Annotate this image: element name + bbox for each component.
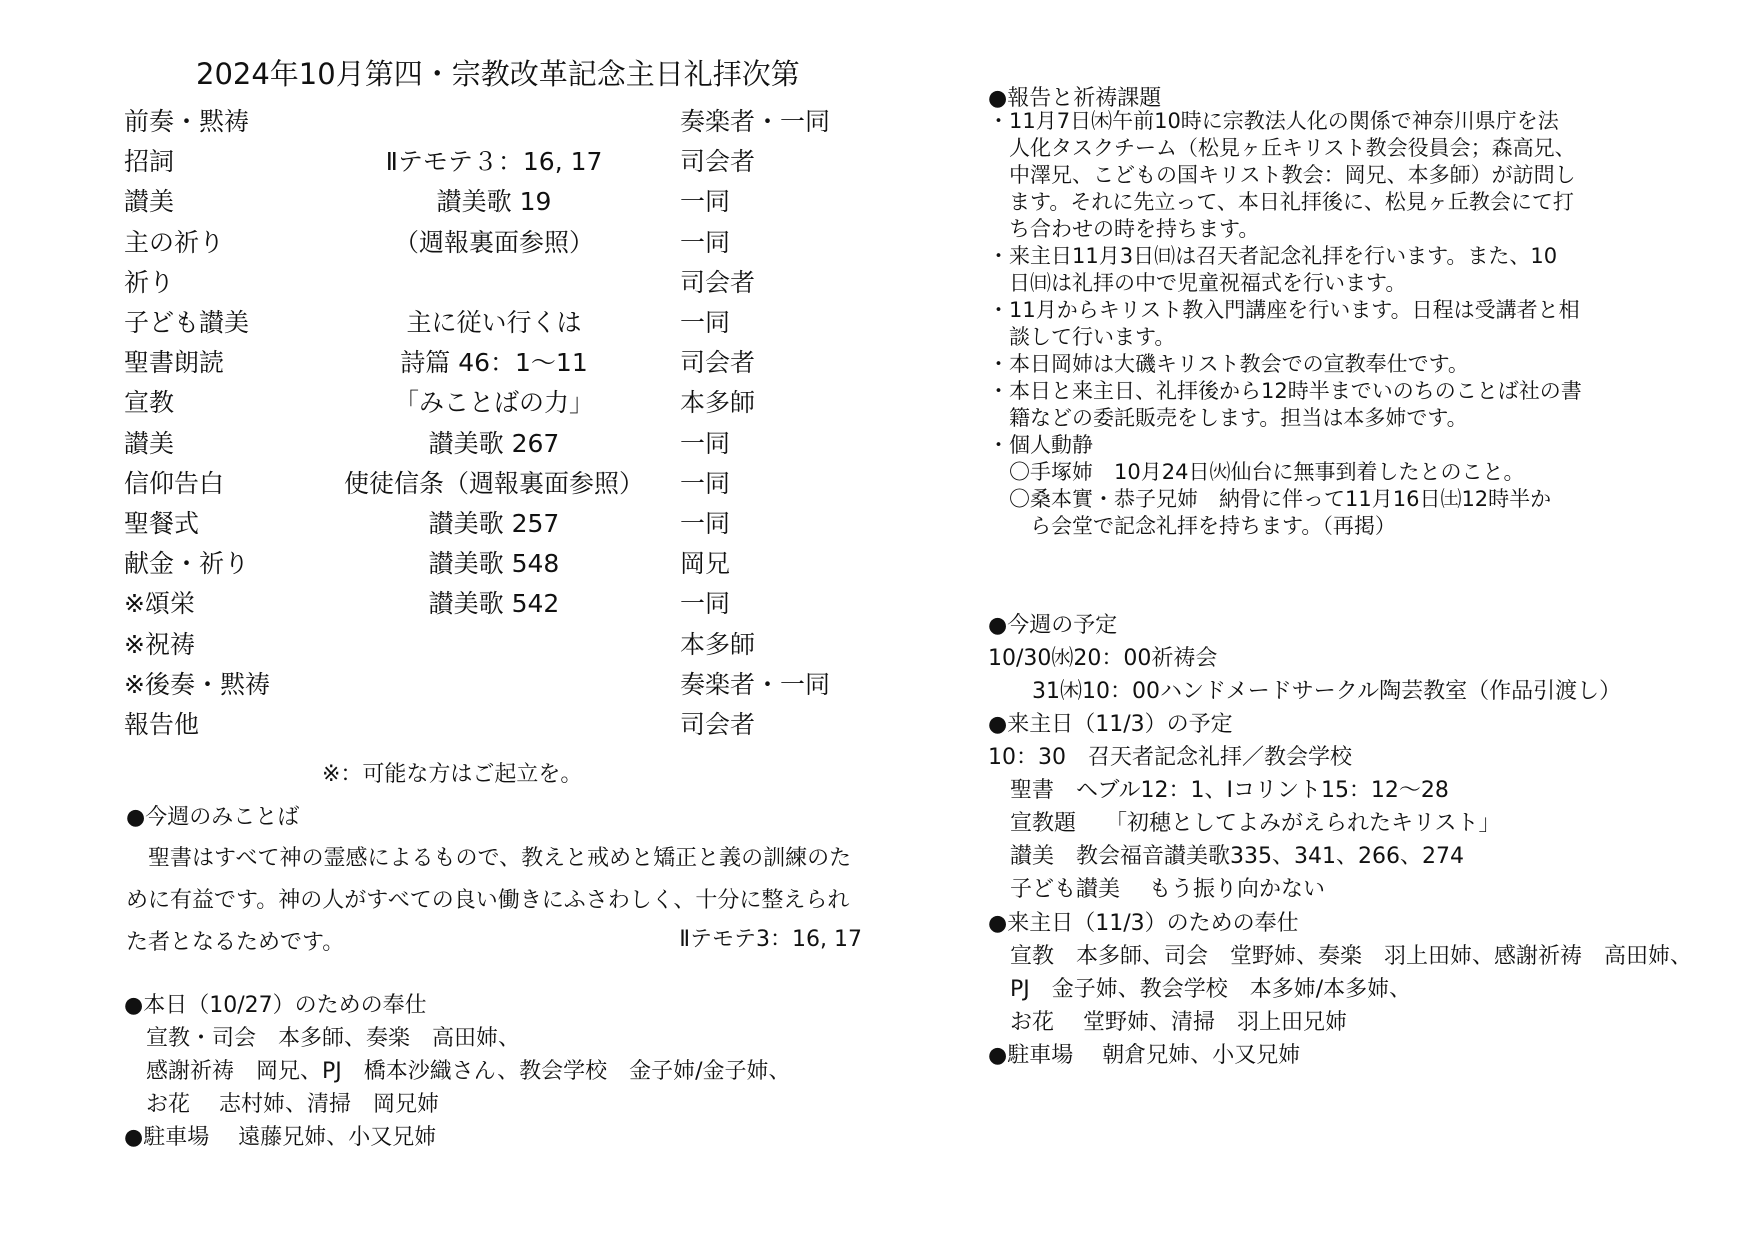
program-content: 讃美歌 548: [428, 549, 560, 579]
program-leader: 本多師: [680, 388, 756, 418]
program-part: 招詞: [124, 147, 175, 177]
program-part: 讃美: [124, 187, 175, 217]
next-sunday-line: 聖書 ヘブル12：1、Ⅰコリント15：12〜28: [988, 778, 1449, 803]
program-part: 信仰告白: [124, 468, 225, 498]
program-content: 詩篇 46：1〜11: [400, 348, 588, 378]
program-content: 讃美歌 267: [428, 428, 560, 458]
program-leader: 一同: [680, 227, 731, 257]
program-row: [124, 263, 844, 303]
program-row: [124, 504, 844, 544]
program-part: 讃美: [124, 428, 175, 458]
next-sunday-line: 讃美 教会福音讃美歌335、341、266、274: [988, 844, 1464, 869]
report-line: 〇手塚姉 10月24日㈫仙台に無事到着したとのこと。: [988, 460, 1525, 484]
report-line: ち合わせの時を持ちます。: [988, 217, 1260, 241]
today-service-line: お花 志村姉、清掃 岡兄姉: [146, 1092, 439, 1117]
program-leader: 本多師: [680, 629, 756, 659]
program-note: ※：可能な方はご起立を。: [322, 762, 583, 787]
report-line: 日㈰は礼拝の中で児童祝福式を行います。: [988, 271, 1407, 295]
report-line: ・個人動静: [988, 433, 1093, 457]
program-part: ※後奏・黙祷: [124, 669, 270, 699]
program-content: 使徒信条（週報裏面参照）: [343, 468, 645, 498]
program-row: [124, 102, 844, 142]
program-content: Ⅱテモテ３：16, 17: [385, 147, 603, 177]
program-row: [124, 625, 844, 665]
program-leader: 司会者: [680, 348, 756, 378]
program-leader: 一同: [680, 308, 731, 337]
program-leader: 岡兄: [680, 549, 731, 579]
report-line: ・来主日11月3日㈰は召天者記念礼拝を行います。また、10: [988, 244, 1558, 268]
program-row: [124, 223, 844, 263]
program-part: 主の祈り: [124, 227, 225, 257]
report-line: 中澤兄、こどもの国キリスト教会：岡兄、本多師）が訪問し: [988, 163, 1576, 187]
program-leader: 司会者: [680, 710, 756, 739]
program-row: [124, 424, 844, 464]
program-row: [124, 584, 844, 624]
program-row: [124, 383, 844, 423]
word-heading: ●今週のみことば: [126, 805, 300, 830]
next-sunday-heading: ●来主日（11/3）の予定: [988, 712, 1233, 737]
program-part: 聖書朗読: [124, 348, 225, 378]
program-row: [124, 303, 844, 343]
program-content: 主に従い行くは: [406, 308, 582, 337]
report-line: ・本日岡姉は大磯キリスト教会での宣教奉仕です。: [988, 352, 1469, 376]
program-row: [124, 142, 844, 182]
program-leader: 奏楽者・一同: [680, 107, 831, 136]
next-service-line: PJ 金子姉、教会学校 本多姉/本多姉、: [988, 977, 1412, 1002]
program-row: [124, 464, 844, 504]
report-line: ・11月からキリスト教入門講座を行います。日程は受講者と相: [988, 298, 1580, 322]
next-service-line: お花 堂野姉、清掃 羽上田兄姉: [988, 1010, 1347, 1035]
next-service-heading: ●来主日（11/3）のための奉仕: [988, 911, 1299, 936]
program-leader: 司会者: [680, 267, 756, 297]
report-line: ・本日と来主日、礼拝後から12時半までいのちのことば社の書: [988, 379, 1582, 403]
reports-list: [988, 108, 1582, 540]
program-leader: 一同: [680, 428, 731, 458]
program-row: [124, 705, 844, 745]
program-leader: 一同: [680, 509, 731, 538]
program-leader: 一同: [680, 187, 731, 217]
report-line: ら会堂で記念礼拝を持ちます。（再掲）: [988, 514, 1396, 538]
program-leader: 司会者: [680, 147, 756, 177]
program-row: [124, 665, 844, 705]
next-sunday-line: 子ども讃美 もう振り向かない: [988, 877, 1325, 902]
program-part: 報告他: [124, 710, 200, 739]
page-title: 2024年10月第四・宗教改革記念主日礼拝次第: [196, 57, 800, 91]
program-row: [124, 343, 844, 383]
next-parking: ●駐車場 朝倉兄姉、小又兄姉: [988, 1043, 1301, 1068]
week-heading: ●今週の予定: [988, 613, 1118, 638]
program-part: 祈り: [124, 267, 175, 297]
report-line: 談して行います。: [988, 325, 1176, 349]
today-parking: ●駐車場 遠藤兄姉、小又兄姉: [124, 1125, 437, 1150]
next-sunday-line: 10：30 召天者記念礼拝／教会学校: [988, 745, 1352, 770]
report-line: 人化タスクチーム（松見ヶ丘キリスト教会役員会；森高兄、: [988, 136, 1576, 160]
report-line: 〇桑本實・恭子兄姉 納骨に伴って11月16日㈯12時半か: [988, 487, 1552, 511]
week-line: 10/30㈬20：00祈祷会: [988, 646, 1218, 671]
program-part: ※祝祷: [124, 629, 195, 659]
week-line: 31㈭10：00ハンドメードサークル陶芸教室（作品引渡し）: [988, 679, 1622, 704]
report-line: ・11月7日㈭午前10時に宗教法人化の関係で神奈川県庁を法: [988, 109, 1559, 133]
program-content: 讃美歌 19: [436, 187, 552, 217]
next-sunday-line: 宣教題 「初穂としてよみがえられたキリスト」: [988, 811, 1501, 836]
program-part: 宣教: [124, 388, 175, 418]
program-leader: 奏楽者・一同: [680, 669, 831, 699]
word-reference: Ⅱテモテ3：16, 17: [679, 927, 862, 952]
word-body: 聖書はすべて神の霊感によるもので、教えと戒めと矯正と義の訓練のために有益です。神の人がすべての良い働きにふさわしく、十分に整えられた者となるためです。: [126, 846, 852, 955]
program-content: （週報裏面参照）: [393, 227, 595, 257]
program-part: 子ども讃美: [124, 308, 250, 337]
program-leader: 一同: [680, 468, 731, 498]
today-service-heading: ●本日（10/27）のための奉仕: [124, 993, 427, 1018]
today-service-line: 宣教・司会 本多師、奏楽 高田姉、: [146, 1026, 521, 1051]
program-leader: 一同: [680, 589, 731, 619]
program-content: 讃美歌 257: [428, 509, 560, 538]
program-content: 讃美歌 542: [428, 589, 560, 619]
next-service-line: 宣教 本多師、司会 堂野姉、奏楽 羽上田姉、感謝祈祷 高田姉、: [988, 944, 1693, 969]
program-content: 「みことばの力」: [393, 388, 595, 418]
reports-heading: ●報告と祈祷課題: [988, 86, 1162, 111]
report-line: ます。それに先立って、本日礼拝後に、松見ヶ丘教会にて打: [988, 190, 1574, 214]
today-service-line: 感謝祈祷 岡兄、PJ 橋本沙織さん、教会学校 金子姉/金子姉、: [146, 1059, 791, 1084]
program-row: [124, 182, 844, 222]
program-part: ※頌栄: [124, 589, 195, 619]
program-part: 聖餐式: [124, 509, 200, 538]
program-part: 前奏・黙祷: [124, 107, 250, 136]
program-part: 献金・祈り: [124, 549, 250, 579]
program-row: [124, 544, 844, 584]
report-line: 籍などの委託販売をします。担当は本多姉です。: [988, 406, 1468, 430]
